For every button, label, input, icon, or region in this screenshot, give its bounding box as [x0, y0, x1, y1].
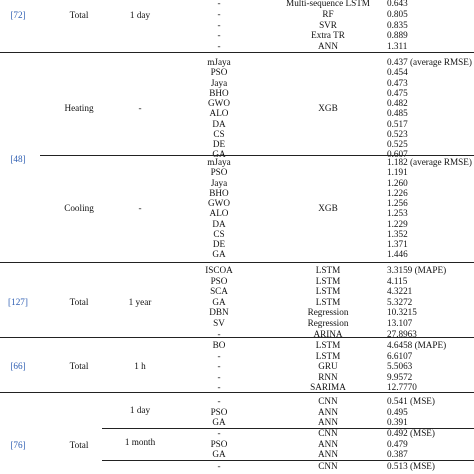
load-type: Total — [69, 10, 89, 20]
optimizer-cell: ALO — [209, 108, 229, 119]
model-cell: LSTM — [315, 286, 341, 297]
error-cell: 0.523 — [387, 128, 408, 139]
citation-ref: [48] — [10, 154, 26, 164]
error-cell: 6.6107 — [387, 350, 413, 361]
optimizer-cell: PSO — [210, 67, 228, 78]
model-cell: RNN — [318, 371, 338, 382]
model-cell: XGB — [318, 203, 338, 214]
optimizer-cell: BHO — [209, 187, 229, 198]
optimizer-cell: ISCOA — [205, 265, 233, 275]
model-cell: SVR — [319, 19, 337, 30]
optimizer-cell: - — [217, 361, 221, 372]
error-cell: 9.9572 — [387, 371, 413, 382]
model-cell: ARINA — [313, 328, 343, 339]
optimizer-cell: ALO — [209, 208, 229, 219]
error-cell: 1.371 — [387, 239, 408, 249]
error-cell: 3.3159 (MAPE) — [387, 265, 447, 275]
optimizer-cell: GA — [212, 449, 226, 459]
table-rule — [102, 460, 474, 461]
time-horizon: 1 h — [134, 361, 146, 371]
optimizer-cell: GWO — [208, 198, 230, 208]
load-type: Total — [69, 297, 89, 307]
error-cell: 0.485 — [387, 108, 408, 119]
model-cell: GRU — [318, 361, 338, 372]
error-cell: 0.437 (average RMSE) — [387, 57, 472, 67]
optimizer-cell: - — [217, 19, 221, 30]
error-cell: 10.3215 — [387, 307, 417, 318]
optimizer-cell: DBN — [209, 307, 229, 318]
optimizer-cell: - — [217, 30, 221, 41]
model-cell: LSTM — [315, 275, 341, 286]
model-cell: Regression — [307, 307, 349, 318]
error-cell: 1.352 — [387, 228, 408, 239]
error-cell: 13.107 — [387, 318, 413, 328]
optimizer-cell: - — [217, 41, 221, 52]
model-cell: LSTM — [315, 265, 341, 275]
time-horizon: 1 day — [129, 10, 151, 20]
model-cell: CNN — [318, 461, 338, 471]
optimizer-cell: - — [217, 0, 221, 8]
optimizer-cell: - — [217, 328, 221, 339]
error-cell: 0.475 — [387, 87, 408, 98]
model-cell: ANN — [318, 41, 338, 52]
table-rule — [0, 337, 474, 338]
table-rule — [0, 392, 474, 393]
model-cell: XGB — [318, 103, 338, 114]
optimizer-cell: - — [217, 371, 221, 382]
optimizer-cell: CS — [213, 228, 225, 239]
model-cell: RF — [322, 8, 334, 19]
citation-ref: [66] — [10, 361, 26, 371]
error-cell: 0.454 — [387, 67, 408, 78]
table-rule — [102, 428, 474, 429]
time-horizon: - — [138, 103, 142, 114]
model-cell: CNN — [318, 396, 338, 406]
optimizer-cell: SCA — [210, 286, 228, 297]
error-cell: 0.889 — [387, 30, 408, 41]
optimizer-cell: PSO — [210, 406, 228, 417]
error-cell: 5.5063 — [387, 361, 413, 372]
optimizer-cell: - — [217, 428, 221, 438]
optimizer-cell: GA — [212, 149, 226, 160]
optimizer-cell: PSO — [210, 167, 228, 178]
error-cell: 0.391 — [387, 417, 408, 427]
optimizer-cell: DE — [212, 139, 226, 149]
optimizer-cell: - — [217, 8, 221, 19]
table-rule — [40, 155, 474, 156]
error-cell: 0.495 — [387, 406, 408, 417]
optimizer-cell: GA — [212, 296, 226, 307]
table-rule — [0, 52, 474, 53]
model-cell: ANN — [318, 438, 338, 449]
error-cell: 1.253 — [387, 208, 408, 219]
optimizer-cell: CS — [213, 128, 225, 139]
error-cell: 1.182 (average RMSE) — [387, 157, 472, 167]
time-horizon: 1 year — [128, 297, 152, 307]
error-cell: 0.473 — [387, 77, 408, 88]
error-cell: 0.805 — [387, 8, 408, 19]
optimizer-cell: DA — [212, 118, 226, 129]
error-cell: 0.517 — [387, 118, 408, 129]
error-cell: 0.607 — [387, 149, 408, 160]
error-cell: 4.3221 — [387, 286, 413, 297]
optimizer-cell: GA — [212, 417, 226, 427]
time-horizon: 1 month — [124, 437, 156, 447]
load-type: Total — [69, 361, 89, 371]
model-cell: ANN — [318, 406, 338, 417]
error-cell: 1.311 — [387, 41, 408, 52]
optimizer-cell: BO — [212, 340, 226, 350]
error-cell: 1.229 — [387, 218, 408, 229]
error-cell: 0.513 (MSE) — [387, 461, 435, 471]
error-cell: 4.6458 (MAPE) — [387, 340, 447, 350]
error-cell: 1.191 — [387, 167, 408, 178]
optimizer-cell: mJaya — [207, 157, 231, 167]
error-cell: 0.525 — [387, 139, 408, 149]
citation-ref: [127] — [8, 297, 28, 307]
error-cell: 1.446 — [387, 249, 408, 260]
model-cell: Regression — [307, 318, 349, 328]
error-cell: 5.3272 — [387, 296, 413, 307]
error-cell: 0.492 (MSE) — [387, 428, 435, 438]
error-cell: 0.482 — [387, 98, 408, 108]
load-type: Cooling — [64, 203, 94, 214]
model-cell: ANN — [318, 449, 338, 459]
citation-ref: [72] — [10, 10, 26, 20]
citation-ref: [76] — [10, 440, 26, 450]
error-cell: 0.643 — [387, 0, 408, 8]
optimizer-cell: Jaya — [210, 177, 228, 188]
error-cell: 1.226 — [387, 187, 408, 198]
time-horizon: 1 day — [129, 405, 151, 415]
error-cell: 0.387 — [387, 449, 408, 459]
optimizer-cell: Jaya — [210, 77, 228, 88]
load-type: Heating — [64, 103, 94, 114]
optimizer-cell: - — [217, 350, 221, 361]
optimizer-cell: GA — [212, 249, 226, 260]
error-cell: 12.7770 — [387, 382, 417, 393]
optimizer-cell: BHO — [209, 87, 229, 98]
error-cell: 0.541 (MSE) — [387, 396, 435, 406]
model-cell: LSTM — [315, 350, 341, 361]
optimizer-cell: SV — [213, 318, 225, 328]
error-cell: 0.479 — [387, 438, 408, 449]
optimizer-cell: PSO — [210, 275, 228, 286]
model-cell: LSTM — [315, 340, 341, 350]
optimizer-cell: - — [217, 396, 221, 406]
error-cell: 1.256 — [387, 198, 408, 208]
model-cell: Extra TR — [311, 30, 345, 41]
model-cell: SARIMA — [310, 382, 346, 393]
model-cell: LSTM — [315, 296, 341, 307]
error-cell: 1.260 — [387, 177, 408, 188]
load-type: Total — [69, 440, 89, 450]
optimizer-cell: DA — [212, 218, 226, 229]
error-cell: 4.115 — [387, 275, 408, 286]
optimizer-cell: DE — [212, 239, 226, 249]
model-cell: Multi-sequence LSTM — [286, 0, 370, 8]
error-cell: 27.8963 — [387, 328, 417, 339]
optimizer-cell: - — [217, 382, 221, 393]
optimizer-cell: PSO — [210, 438, 228, 449]
model-cell: ANN — [318, 417, 338, 427]
optimizer-cell: mJaya — [207, 57, 231, 67]
time-horizon: - — [138, 203, 142, 214]
model-cell: CNN — [318, 428, 338, 438]
table-rule — [0, 262, 474, 263]
error-cell: 0.835 — [387, 19, 408, 30]
optimizer-cell: GWO — [208, 98, 230, 108]
optimizer-cell: - — [217, 461, 221, 471]
